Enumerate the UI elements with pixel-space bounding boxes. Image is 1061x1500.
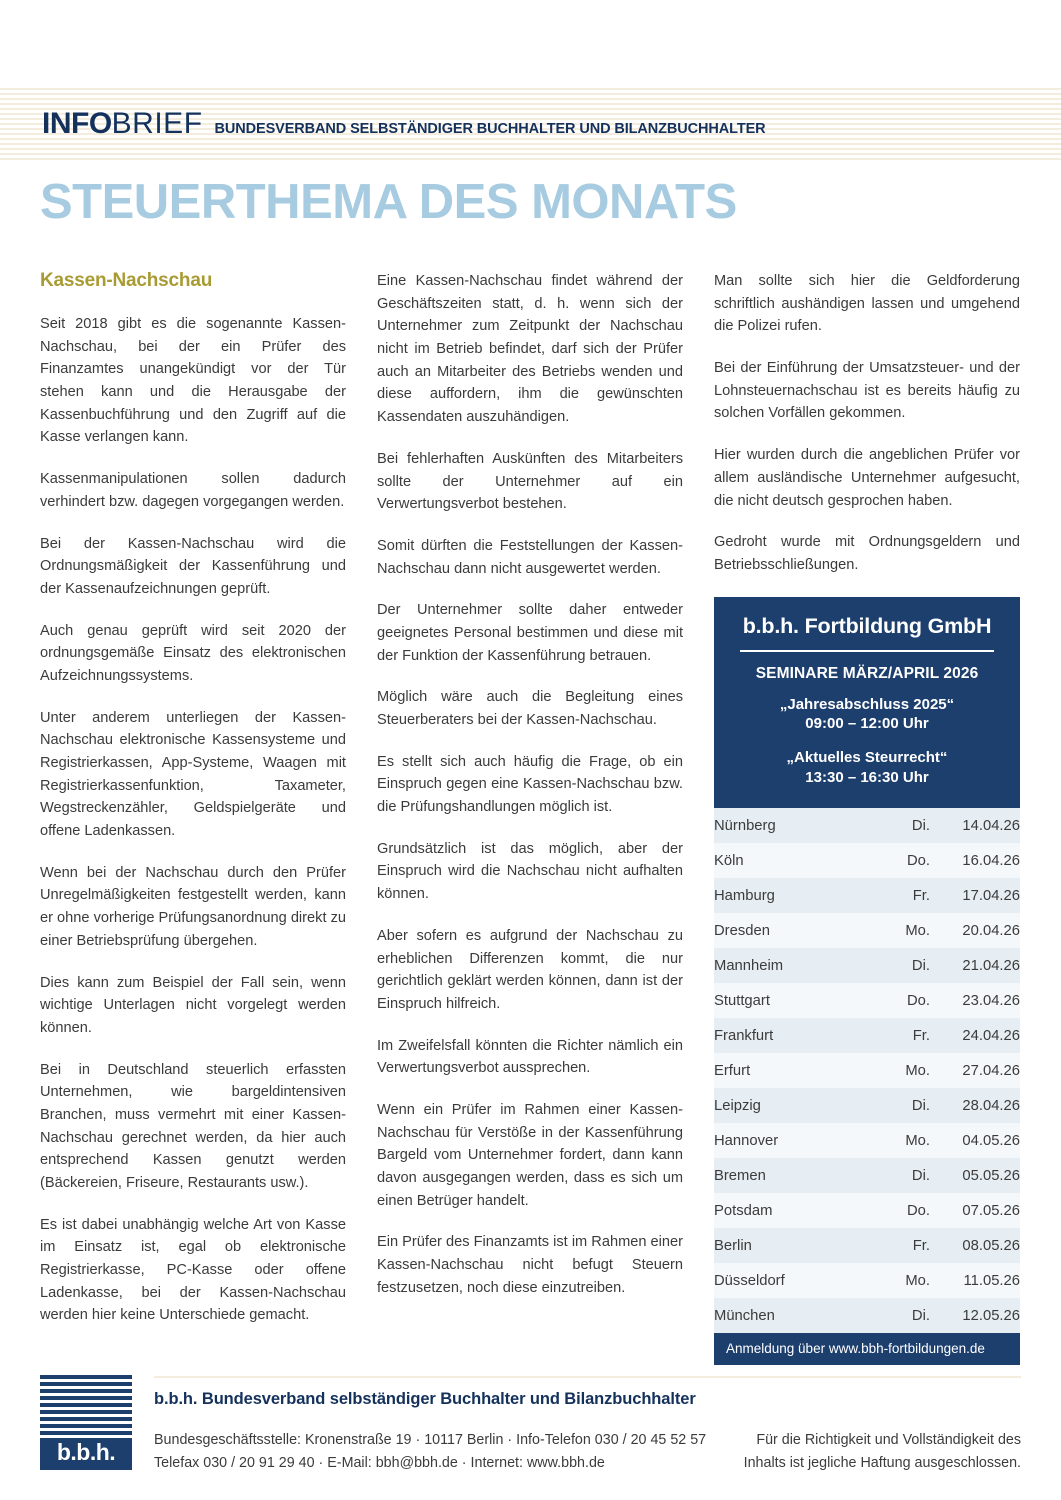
column-3 [714, 270, 1020, 1365]
seminar-session-2 [726, 748, 1008, 788]
cell-date: 04.05.26 [930, 1123, 1020, 1158]
seminar-session-1 [726, 695, 1008, 735]
paragraph: Kassenmanipulationen sollen dadurch verhindert bzw. dagegen vorgegangen werden. [40, 471, 346, 510]
page-footer [40, 1370, 1021, 1475]
table-row [714, 1263, 1020, 1298]
footer-disclaimer-line-1: Für die Richtigkeit und Vollständigkeit des [756, 1432, 1021, 1448]
seminar-session-time: 09:00 – 12:00 Uhr [805, 715, 929, 733]
paragraph: Es stellt sich auch häufig die Frage, ob ein Einspruch gegen eine Kassen-Nachschau bzw. die Prüfungshandlungen möglich ist. [377, 753, 683, 816]
bbh-logo [40, 1372, 132, 1470]
header-band [0, 88, 1061, 160]
table-row [714, 808, 1020, 843]
brand-info-word: INFO [42, 107, 112, 140]
seminar-registration-link[interactable]: Anmeldung über www.bbh-fortbildungen.de [714, 1333, 1020, 1365]
seminar-schedule-table [714, 808, 1020, 1333]
cell-date: 08.05.26 [930, 1228, 1020, 1263]
paragraph: Unter anderem unterliegen der Kassen-Nachschau elektronische Kassensysteme und Registrierkassen, App-Systeme, Waagen mit Registrierkassenfunktion, Taxameter, Wegstreckenzähler, Geldspielgeräte und offene Ladenkassen. [40, 709, 346, 840]
cell-city: München [714, 1298, 848, 1333]
cell-city: Nürnberg [714, 808, 848, 843]
table-row [714, 1298, 1020, 1333]
cell-day: Fr. [848, 878, 930, 913]
cell-day: Do. [848, 843, 930, 878]
paragraph: Aber sofern es aufgrund der Nachschau zu erheblichen Differenzen kommt, die nur gerichtlich geklärt werden können, dann ist der Einspruch hilfreich. [377, 927, 683, 1012]
cell-city: Hamburg [714, 878, 848, 913]
column-2 [377, 270, 683, 1365]
footer-content [154, 1370, 1021, 1475]
cell-day: Di. [848, 948, 930, 983]
table-row [714, 1158, 1020, 1193]
table-row [714, 1123, 1020, 1158]
table-row [714, 948, 1020, 983]
cell-date: 07.05.26 [930, 1193, 1020, 1228]
cell-date: 12.05.26 [930, 1298, 1020, 1333]
logo-text: b.b.h. [56, 1439, 116, 1465]
paragraph: Bei in Deutschland steuerlich erfassten Unternehmen, wie bargeldintensiven Branchen, muss vermehrt mit einer Kassen-Nachschau gerechnet werden, da hier auch entsprechend Kassen genutzt werden (Bäckereien, Friseure, Restaurants usw.). [40, 1061, 346, 1191]
cell-city: Leipzig [714, 1088, 848, 1123]
cell-city: Berlin [714, 1228, 848, 1263]
paragraph: Auch genau geprüft wird seit 2020 der ordnungsgemäße Einsatz des elektronischen Aufzeichnungssystems. [40, 622, 346, 684]
paragraph: Der Unternehmer sollte daher entweder geeignetes Personal bestimmen und diese mit der Funktion der Kassenführung betrauen. [377, 602, 683, 664]
cell-date: 24.04.26 [930, 1018, 1020, 1053]
paragraph: Hier wurden durch die angeblichen Prüfer vor allem ausländische Unternehmer aufgesucht, die nicht deutsch gesprochen haben. [714, 447, 1020, 509]
cell-date: 21.04.26 [930, 948, 1020, 983]
paragraph: Dies kann zum Beispiel der Fall sein, wenn wichtige Unterlagen nicht vorgelegt werden können. [40, 974, 346, 1036]
paragraph: Gedroht wurde mit Ordnungsgeldern und Betriebsschließungen. [714, 534, 1020, 573]
cell-day: Do. [848, 983, 930, 1018]
paragraph: Es ist dabei unabhängig welche Art von Kasse im Einsatz ist, egal ob elektronische Registrierkasse, PC-Kasse oder offene Ladenkasse, bei der Kassen-Nachschau werden hier keine Unterschiede gemacht. [40, 1216, 346, 1324]
cell-date: 11.05.26 [930, 1263, 1020, 1298]
cell-date: 17.04.26 [930, 878, 1020, 913]
paragraph: Eine Kassen-Nachschau findet während der Geschäftszeiten statt, d. h. wenn sich der Unternehmer zum Zeitpunkt der Nachschau nicht im Betrieb befindet, darf sich der Prüfer auch an Mitarbeiter des Betriebs wenden und diese auffordern, ihm die gewünschten Kassendaten auszuhändigen. [377, 273, 683, 426]
page-title: STEUERTHEMA DES MONATS [40, 175, 737, 229]
cell-day: Mo. [848, 913, 930, 948]
table-row [714, 1193, 1020, 1228]
cell-date: 16.04.26 [930, 843, 1020, 878]
cell-date: 23.04.26 [930, 983, 1020, 1018]
footer-contact-line-1: Bundesgeschäftsstelle: Kronenstraße 19 · 10117 Berlin · Info-Telefon 030 / 20 45 52 57 [154, 1432, 707, 1448]
cell-city: Potsdam [714, 1193, 848, 1228]
table-row [714, 1018, 1020, 1053]
cell-city: Stuttgart [714, 983, 848, 1018]
cell-date: 14.04.26 [930, 808, 1020, 843]
cell-day: Mo. [848, 1123, 930, 1158]
cell-city: Köln [714, 843, 848, 878]
paragraph: Man sollte sich hier die Geldforderung schriftlich aushändigen lassen und umgehend die Polizei rufen. [714, 273, 1020, 335]
paragraph: Bei fehlerhaften Auskünften des Mitarbeiters sollte der Unternehmer auf ein Verwertungsverbot bestehen. [377, 450, 683, 513]
seminar-header [714, 597, 1020, 809]
paragraph: Bei der Kassen-Nachschau wird die Ordnungsmäßigkeit der Kassenführung und der Kassenaufzeichnungen geprüft. [40, 535, 346, 597]
cell-day: Mo. [848, 1053, 930, 1088]
cell-city: Frankfurt [714, 1018, 848, 1053]
column-1 [40, 270, 346, 1365]
paragraph: Grundsätzlich ist das möglich, aber der Einspruch wird die Nachschau nicht aufhalten können. [377, 840, 683, 903]
table-row [714, 1053, 1020, 1088]
seminar-subtitle: SEMINARE MÄRZ/APRIL 2026 [755, 664, 979, 682]
cell-day: Di. [848, 1088, 930, 1123]
table-row [714, 1228, 1020, 1263]
cell-day: Di. [848, 1298, 930, 1333]
footer-organisation-name: b.b.h. Bundesverband selbständiger Buchhalter und Bilanzbuchhalter [154, 1390, 696, 1408]
seminar-title: b.b.h. Fortbildung GmbH [742, 613, 992, 638]
cell-day: Fr. [848, 1228, 930, 1263]
cell-date: 20.04.26 [930, 913, 1020, 948]
cell-city: Mannheim [714, 948, 848, 983]
table-row [714, 913, 1020, 948]
seminar-session-name: „Jahresabschluss 2025“ [779, 695, 955, 713]
paragraph: Wenn bei der Nachschau durch den Prüfer Unregelmäßigkeiten festgestellt werden, kann er ohne vorherige Prüfungsanordnung direkt zu einer Betriebsprüfung übergehen. [40, 864, 346, 949]
brand-subtitle: BUNDESVERBAND SELBSTÄNDIGER BUCHHALTER UND BILANZBUCHHALTER [214, 121, 766, 137]
paragraph: Bei der Einführung der Umsatzsteuer- und der Lohnsteuernachschau ist es bereits häufig zu solchen Vorfällen gekommen. [714, 360, 1020, 422]
seminar-box [714, 597, 1020, 1366]
seminar-divider [740, 650, 994, 652]
table-row [714, 843, 1020, 878]
cell-date: 05.05.26 [930, 1158, 1020, 1193]
paragraph: Seit 2018 gibt es die sogenannte Kassen-Nachschau, bei der ein Prüfer des Finanzamtes unangekündigt vor der Tür stehen kann und die Herausgabe der Kassenbuchführung und den Zugriff auf die Kasse verlangen kann. [40, 316, 346, 446]
cell-day: Mo. [848, 1263, 930, 1298]
paragraph: Wenn ein Prüfer im Rahmen einer Kassen-Nachschau für Verstöße in der Kassenführung Bargeld vom Unternehmer fordert, dann kann davon ausgegangen werden, dass es sich um einen Betrüger handelt. [377, 1101, 683, 1209]
cell-date: 27.04.26 [930, 1053, 1020, 1088]
footer-disclaimer-line-2: Inhalts ist jegliche Haftung ausgeschlossen. [743, 1455, 1021, 1472]
paragraph: Möglich wäre auch die Begleitung eines Steuerberaters bei der Kassen-Nachschau. [377, 689, 683, 728]
seminar-session-name: „Aktuelles Steurrecht“ [786, 749, 948, 767]
cell-day: Di. [848, 808, 930, 843]
paragraph: Ein Prüfer des Finanzamts ist im Rahmen einer Kassen-Nachschau nicht befugt Steuern festzusetzen, noch diese einzutreiben. [377, 1234, 683, 1296]
cell-day: Di. [848, 1158, 930, 1193]
brand-brief-word: BRIEF [111, 107, 203, 140]
paragraph: Somit dürften die Feststellungen der Kassen-Nachschau dann nicht ausgewertet werden. [377, 537, 683, 577]
brand-lockup [42, 107, 766, 141]
footer-disclaimer-block [744, 1429, 1021, 1475]
cell-city: Bremen [714, 1158, 848, 1193]
cell-date: 28.04.26 [930, 1088, 1020, 1123]
table-row [714, 1088, 1020, 1123]
cell-day: Do. [848, 1193, 930, 1228]
table-row [714, 983, 1020, 1018]
logo-stripes-icon [40, 1372, 132, 1440]
footer-columns [154, 1429, 1021, 1475]
table-row [714, 878, 1020, 913]
cell-city: Dresden [714, 913, 848, 948]
content-columns [40, 270, 1021, 1365]
footer-contact-line-2: Telefax 030 / 20 91 29 40 · E-Mail: bbh@bbh.de · Internet: www.bbh.de [154, 1455, 605, 1472]
seminar-session-time: 13:30 – 16:30 Uhr [805, 768, 929, 786]
cell-city: Erfurt [714, 1053, 848, 1088]
section-heading-kassen-nachschau: Kassen-Nachschau [40, 270, 213, 291]
cell-city: Hannover [714, 1123, 848, 1158]
footer-contact-block [154, 1429, 706, 1475]
paragraph: Im Zweifelsfall könnten die Richter nämlich ein Verwertungsverbot aussprechen. [377, 1037, 683, 1077]
cell-day: Fr. [848, 1018, 930, 1053]
cell-city: Düsseldorf [714, 1263, 848, 1298]
footer-divider [154, 1376, 1021, 1378]
